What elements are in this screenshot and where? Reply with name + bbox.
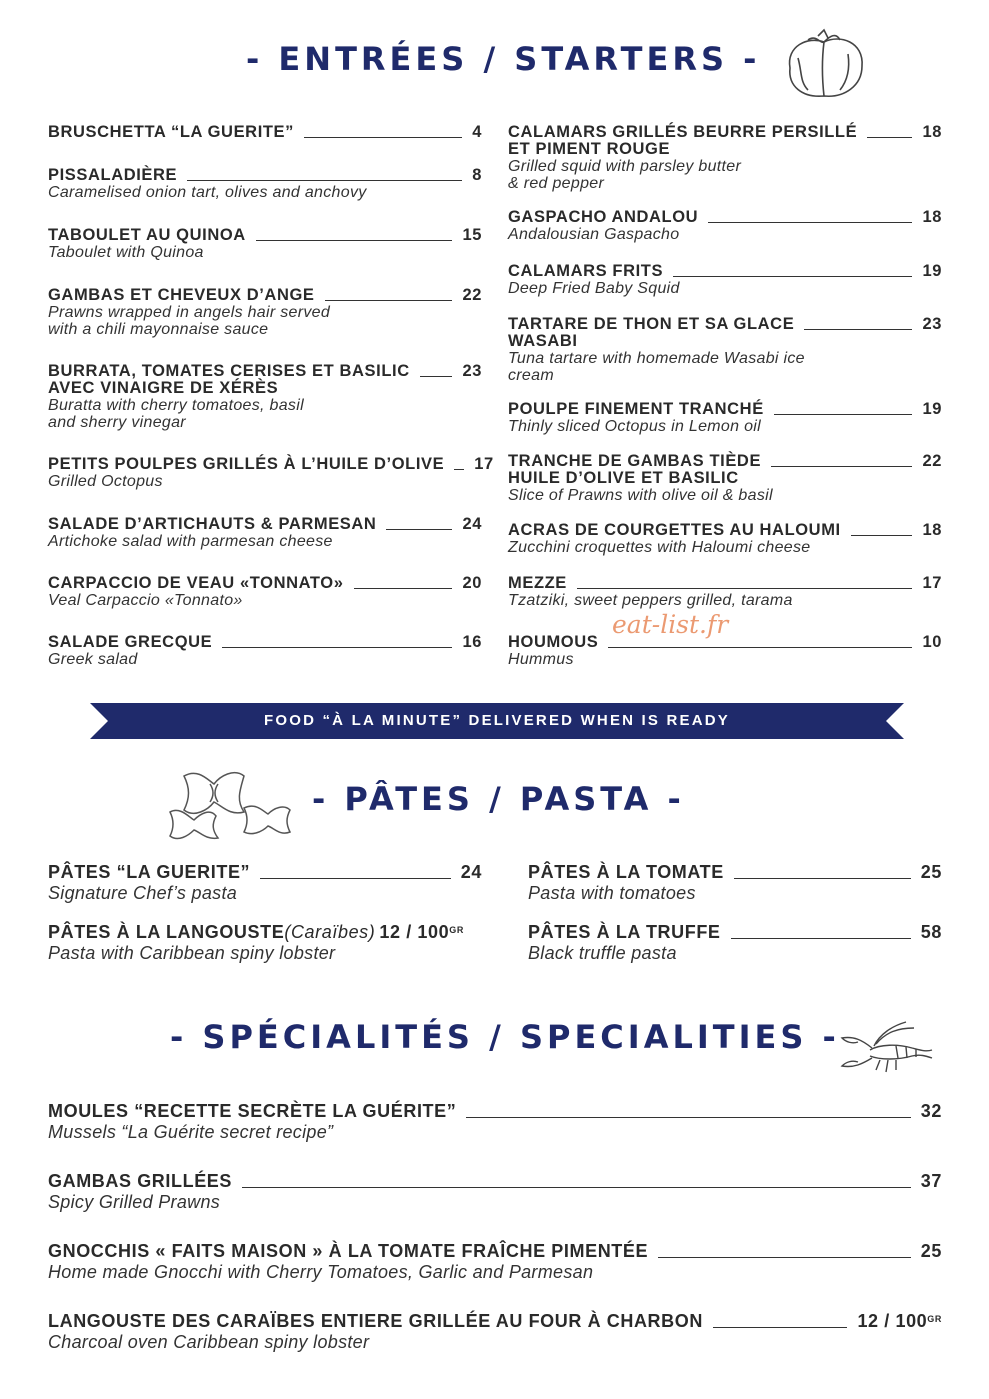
menu-item-description: Pasta with Caribbean spiny lobster (48, 943, 336, 963)
menu-item-price: 16 (462, 633, 482, 651)
menu-item-name-row (508, 209, 942, 226)
menu-item-name-row (48, 124, 482, 141)
menu-item-description: Signature Chef’s pasta (48, 883, 238, 903)
leader-line (187, 180, 462, 181)
menu-item (508, 316, 942, 384)
menu-item-name: CARPACCIO DE VEAU «TONNATO» (48, 574, 344, 592)
leader-line (867, 137, 912, 138)
menu-item-name: PÂTES À LA TOMATE (528, 862, 724, 882)
menu-item-price: 8 (472, 166, 482, 184)
menu-item-description: Thinly sliced Octopus in Lemon oil (508, 418, 761, 435)
menu-item-price: $12 / 100^{GR}$ (379, 922, 464, 942)
menu-item-name: ACRAS DE COURGETTES AU HALOUMI (508, 521, 841, 539)
menu-item-name: PISSALADIÈRE (48, 166, 178, 184)
menu-item-price: 25 (920, 862, 942, 882)
menu-item-name-row (528, 862, 942, 882)
menu-item-name: TARTARE DE THON ET SA GLACE (508, 315, 795, 333)
leader-line (420, 376, 453, 377)
menu-item-description: Caramelised onion tart, olives and anchovy (48, 184, 367, 201)
menu-item (48, 363, 482, 431)
menu-item-name-row (48, 1171, 942, 1191)
menu-item (508, 124, 942, 192)
menu-item (48, 575, 482, 609)
menu-item-description: Greek salad (48, 651, 138, 668)
menu-item-description: Tzatziki, sweet peppers grilled, tarama (508, 592, 793, 609)
pasta-title: - PÂTES / PASTA - (312, 780, 685, 818)
menu-item-description: Tuna tartare with homemade Wasabi ice (508, 350, 805, 367)
menu-item-price: 23 (922, 315, 942, 333)
menu-item (508, 209, 942, 243)
farfalle-pasta-sketch-icon (164, 762, 294, 842)
menu-item-name-row (48, 862, 482, 882)
leader-line (851, 535, 913, 536)
menu-item-description-line2: cream (508, 367, 554, 384)
leader-line (386, 529, 452, 530)
price-unit: GR (927, 1314, 942, 1324)
menu-item-name: POULPE FINEMENT TRANCHÉ (508, 400, 764, 418)
menu-item (48, 1311, 942, 1353)
menu-item (508, 453, 942, 504)
menu-item (508, 522, 942, 556)
leader-line (222, 647, 452, 648)
menu-item-name-row (508, 124, 942, 141)
leader-line (731, 938, 911, 939)
menu-item-description: Andalousian Gaspacho (508, 226, 680, 243)
menu-item-price: 18 (922, 521, 942, 539)
leader-line (466, 1117, 910, 1118)
menu-item-description: Grilled squid with parsley butter (508, 158, 742, 175)
menu-item-price: 18 (922, 208, 942, 226)
menu-item (48, 634, 482, 668)
menu-item-description: Grilled Octopus (48, 473, 163, 490)
menu-item-price: 24 (462, 515, 482, 533)
menu-item-name-row (48, 516, 482, 533)
menu-item-description: Hummus (508, 651, 574, 668)
menu-item-price: 19 (922, 262, 942, 280)
menu-item-price: 22 (462, 286, 482, 304)
menu-item-name: CALAMARS FRITS (508, 262, 664, 280)
menu-item-price: 20 (462, 574, 482, 592)
menu-item-name-note: (Caraïbes) (284, 922, 376, 942)
menu-item (528, 922, 942, 964)
menu-item-price: 4 (472, 123, 482, 141)
menu-item-name-row (528, 922, 942, 942)
menu-item-name-row (48, 455, 494, 473)
leader-line (774, 414, 913, 415)
menu-item-name-row (48, 634, 482, 651)
menu-item-price: $12 / 100^{GR}$ (857, 1311, 942, 1331)
menu-item-description: Prawns wrapped in angels hair served (48, 304, 331, 321)
menu-item-price: 19 (922, 400, 942, 418)
price-unit: GR (449, 925, 464, 935)
menu-item-name-line2: WASABI (508, 332, 578, 350)
menu-item-name: PÂTES “LA GUERITE” (48, 862, 251, 882)
leader-line (304, 137, 462, 138)
menu-item-price: 10 (922, 633, 942, 651)
menu-item-price: 32 (920, 1101, 942, 1121)
menu-item-description-line2: and sherry vinegar (48, 414, 186, 431)
banner-text: FOOD “À LA MINUTE” DELIVERED WHEN IS READY (263, 712, 731, 729)
menu-item-name-row (48, 1101, 942, 1121)
leader-line (260, 878, 451, 879)
leader-line (713, 1327, 847, 1328)
menu-item-description: Buratta with cherry tomatoes, basil (48, 397, 304, 414)
menu-item (48, 1241, 942, 1283)
menu-item-price: 17 (474, 455, 494, 473)
menu-item (508, 263, 942, 297)
menu-item-name-row (508, 453, 942, 470)
menu-item-name-row (48, 1311, 942, 1331)
leader-line (673, 276, 912, 277)
menu-item (508, 401, 942, 435)
menu-item-name: TABOULET AU QUINOA (48, 226, 246, 244)
leader-line (804, 329, 912, 330)
menu-item-name-row (508, 522, 942, 539)
leader-line (242, 1187, 911, 1188)
menu-item-price: 22 (922, 452, 942, 470)
menu-item-price: 24 (460, 862, 482, 882)
menu-item-name-row (508, 263, 942, 280)
menu-item-name: MEZZE (508, 574, 567, 592)
menu-item-description: Deep Fried Baby Squid (508, 280, 680, 297)
menu-item (508, 575, 942, 609)
menu-item-price: 23 (462, 362, 482, 380)
leader-line (354, 588, 453, 589)
tomato-sketch-icon (778, 28, 870, 102)
menu-item-name-row (48, 167, 482, 184)
menu-item-name: TRANCHE DE GAMBAS TIÈDE (508, 452, 762, 470)
menu-item-name: LANGOUSTE DES CARAÏBES ENTIERE GRILLÉE AU FOUR À CHARBON (48, 1311, 703, 1331)
menu-item-name-row (48, 1241, 942, 1261)
menu-item-name: BRUSCHETTA “LA GUERITE” (48, 123, 295, 141)
menu-item-description: Artichoke salad with parmesan cheese (48, 533, 333, 550)
leader-line (608, 647, 912, 648)
menu-item-name-row (48, 575, 482, 592)
menu-item-name-row (508, 401, 942, 418)
leader-line (325, 300, 453, 301)
menu-item-price: 37 (920, 1171, 942, 1191)
leader-line (256, 240, 453, 241)
menu-item-name-line2: HUILE D’OLIVE ET BASILIC (508, 469, 739, 487)
menu-item-name-row (48, 922, 496, 942)
menu-item-price: 17 (922, 574, 942, 592)
banner (90, 703, 904, 739)
menu-item-name: SALADE GRECQUE (48, 633, 213, 651)
starters-title: - ENTRÉES / STARTERS - (246, 40, 761, 78)
lobster-sketch-icon (836, 1018, 936, 1082)
menu-item-description: Slice of Prawns with olive oil & basil (508, 487, 773, 504)
menu-item-name: HOUMOUS (508, 633, 599, 651)
menu-item-name-row (508, 575, 942, 592)
menu-item-name-row (48, 287, 482, 304)
menu-item (48, 1171, 942, 1213)
menu-item-description: Zucchini croquettes with Haloumi cheese (508, 539, 811, 556)
menu-item (48, 287, 482, 338)
menu-item-name: GAMBAS GRILLÉES (48, 1171, 233, 1191)
leader-line (708, 222, 912, 223)
leader-line (658, 1257, 911, 1258)
menu-item-description: Charcoal oven Caribbean spiny lobster (48, 1332, 370, 1352)
menu-item-description: Home made Gnocchi with Cherry Tomatoes, Garlic and Parmesan (48, 1262, 594, 1282)
menu-item-name: GNOCCHIS « FAITS MAISON » À LA TOMATE FRAÎCHE PIMENTÉE (48, 1241, 649, 1261)
menu-item-price: 25 (920, 1241, 942, 1261)
menu-item-description: Mussels “La Guérite secret recipe” (48, 1122, 334, 1142)
menu-item-name: SALADE D’ARTICHAUTS & PARMESAN (48, 515, 377, 533)
menu-item (48, 922, 496, 964)
menu-item (48, 1101, 942, 1143)
leader-line (734, 878, 911, 879)
menu-item-description: Veal Carpaccio «Tonnato» (48, 592, 243, 609)
menu-item-name-row (48, 363, 482, 380)
menu-item (48, 167, 482, 201)
menu-item (48, 862, 482, 904)
watermark: eat-list.fr (612, 610, 729, 639)
menu-item-description: Spicy Grilled Prawns (48, 1192, 221, 1212)
menu-item-description: Taboulet with Quinoa (48, 244, 204, 261)
menu-item (48, 124, 482, 141)
menu-item-description-line2: & red pepper (508, 175, 605, 192)
menu-item (48, 227, 482, 261)
menu-item-price: 15 (462, 226, 482, 244)
menu-item-name: PÂTES À LA LANGOUSTE (48, 922, 285, 942)
menu-item-price: 58 (920, 922, 942, 942)
menu-item-name-row (48, 227, 482, 244)
menu-item-name: MOULES “RECETTE SECRÈTE LA GUÉRITE” (48, 1101, 457, 1121)
menu-item-description: Black truffle pasta (528, 943, 677, 963)
menu-item-name: PETITS POULPES GRILLÉS À L’HUILE D’OLIVE (48, 455, 445, 473)
menu-item-name-line2: AVEC VINAIGRE DE XÉRÈS (48, 379, 279, 397)
menu-item-name: CALAMARS GRILLÉS BEURRE PERSILLÉ (508, 123, 858, 141)
menu-item-description: Pasta with tomatoes (528, 883, 696, 903)
menu-item (528, 862, 942, 904)
menu-item (508, 634, 942, 668)
menu-item-price: 18 (922, 123, 942, 141)
menu-item-description-line2: with a chili mayonnaise sauce (48, 321, 269, 338)
menu-item-name: GAMBAS ET CHEVEUX D’ANGE (48, 286, 315, 304)
specialities-title: - SPÉCIALITÉS / SPECIALITIES - (170, 1018, 840, 1056)
leader-line (771, 466, 912, 467)
menu-item-name: PÂTES À LA TRUFFE (528, 922, 721, 942)
menu-item-name-row (508, 316, 942, 333)
menu-item-name: BURRATA, TOMATES CERISES ET BASILIC (48, 362, 410, 380)
menu-item (48, 455, 494, 490)
menu-item-name-line2: ET PIMENT ROUGE (508, 140, 671, 158)
leader-line (454, 469, 464, 470)
menu-item-name: GASPACHO ANDALOU (508, 208, 699, 226)
leader-line (577, 588, 913, 589)
menu-item (48, 516, 482, 550)
